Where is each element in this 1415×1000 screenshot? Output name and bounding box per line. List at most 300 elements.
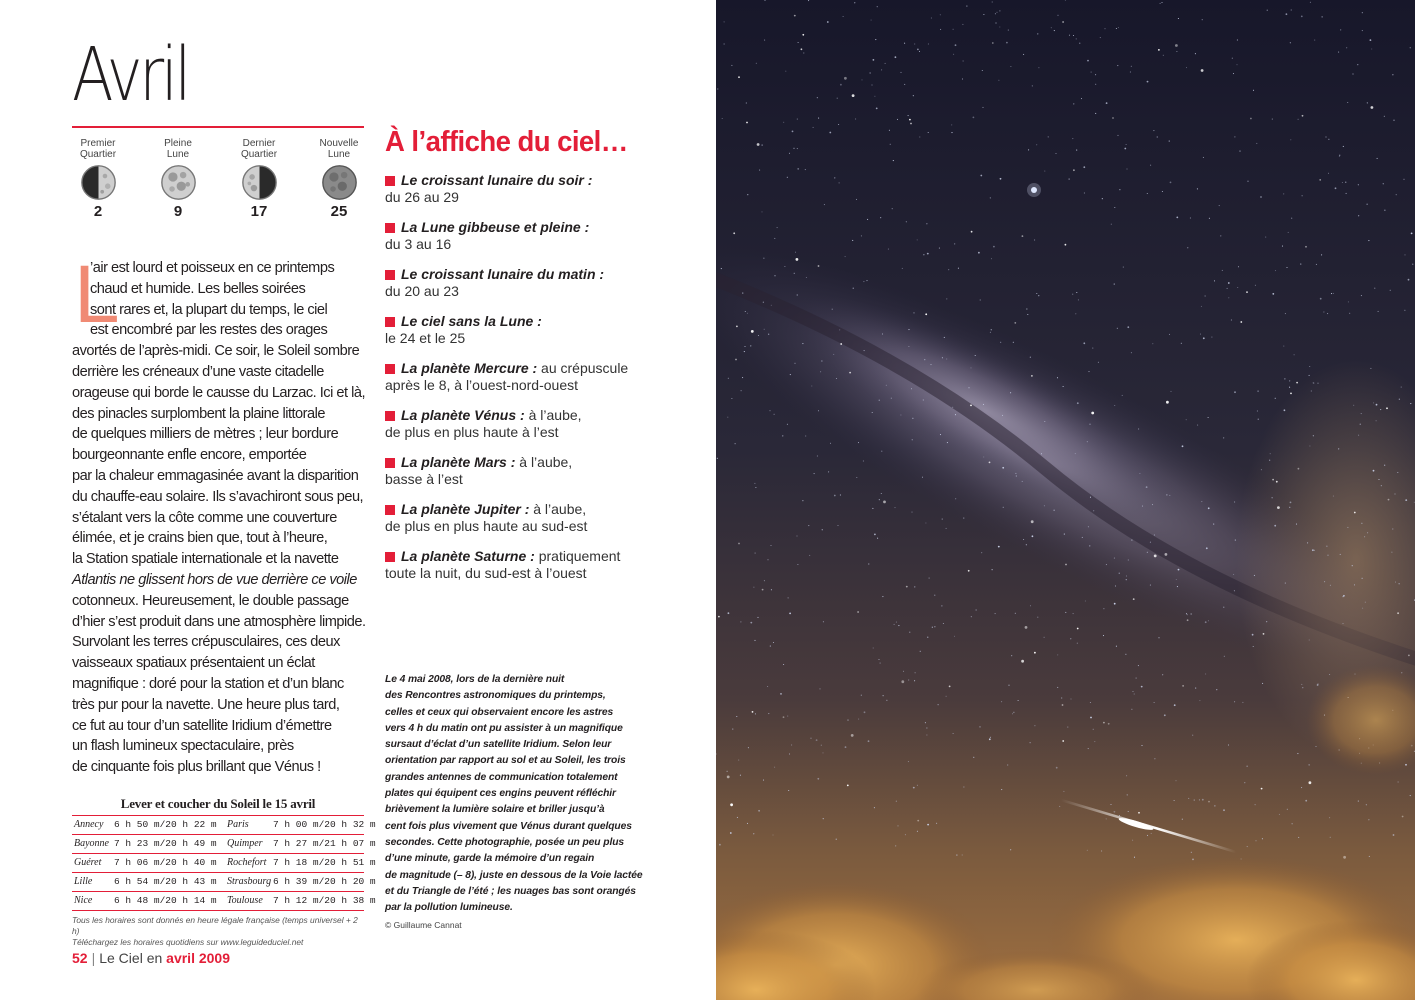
star xyxy=(941,605,942,606)
star xyxy=(1082,537,1083,538)
star xyxy=(764,329,765,330)
star xyxy=(998,80,999,81)
star xyxy=(881,69,882,70)
star xyxy=(900,414,901,415)
star xyxy=(1326,546,1327,547)
star xyxy=(1335,187,1337,189)
star xyxy=(814,473,815,474)
star xyxy=(1007,764,1008,765)
star xyxy=(948,269,949,270)
star xyxy=(1242,702,1243,703)
star xyxy=(1367,204,1368,205)
star xyxy=(919,51,920,52)
star xyxy=(924,359,925,360)
star xyxy=(1252,634,1254,636)
times: 7 h 00 m/20 h 32 m xyxy=(273,819,376,830)
star xyxy=(1250,118,1252,120)
red-square-bullet xyxy=(385,223,395,233)
list-item xyxy=(385,548,685,582)
star xyxy=(1115,585,1116,586)
star xyxy=(1381,485,1382,486)
event-detail: au crépuscule xyxy=(541,360,629,376)
star xyxy=(1330,585,1331,586)
star xyxy=(917,239,918,240)
star xyxy=(1253,90,1254,91)
star xyxy=(1302,115,1304,117)
star xyxy=(855,118,856,119)
list-item xyxy=(385,313,685,347)
star xyxy=(871,84,872,85)
star xyxy=(1139,473,1140,474)
star xyxy=(782,435,783,436)
star xyxy=(879,499,880,500)
star xyxy=(909,632,910,633)
star xyxy=(912,439,913,440)
star xyxy=(1187,619,1189,621)
star xyxy=(1323,311,1324,312)
star xyxy=(802,34,804,36)
body-line: Atlantis ne glissent hors de vue derrière ce voile xyxy=(72,571,357,588)
moon-phase-first-quarter xyxy=(63,138,133,220)
star xyxy=(1130,71,1131,72)
body-line: du chauffe-eau solaire. Ils s’avachiront sous peu, xyxy=(72,488,364,505)
star xyxy=(926,727,927,728)
star xyxy=(1368,819,1369,820)
star xyxy=(1331,293,1332,294)
caption-line: celles et ceux qui observaient encore les astres xyxy=(385,706,614,718)
times: 7 h 18 m/20 h 51 m xyxy=(273,857,376,868)
star xyxy=(770,545,771,546)
event-line2: du 26 au 29 xyxy=(385,189,459,205)
star xyxy=(798,42,799,43)
star xyxy=(1093,510,1094,511)
star xyxy=(1030,357,1031,358)
star xyxy=(875,39,876,40)
star xyxy=(1044,171,1045,172)
star xyxy=(1106,102,1108,104)
star xyxy=(1232,58,1233,59)
star xyxy=(1309,366,1310,367)
star xyxy=(1408,279,1410,281)
star xyxy=(1357,64,1358,65)
star xyxy=(797,148,798,149)
star xyxy=(1270,453,1271,454)
article-body xyxy=(72,258,364,778)
star xyxy=(1327,555,1328,556)
city: Bayonne xyxy=(74,838,109,849)
star xyxy=(908,679,909,680)
star xyxy=(1256,143,1257,144)
star xyxy=(747,194,748,195)
star xyxy=(1312,549,1314,551)
event-title: La planète Saturne : xyxy=(401,548,535,564)
star xyxy=(1158,49,1160,51)
star xyxy=(1296,524,1297,525)
star xyxy=(992,42,994,44)
star xyxy=(821,360,822,361)
event-title: Le croissant lunaire du soir : xyxy=(401,172,593,188)
star xyxy=(762,589,764,591)
star xyxy=(896,622,897,623)
star xyxy=(1165,553,1168,556)
star xyxy=(777,227,778,228)
phase-date: 9 xyxy=(173,203,183,220)
red-square-bullet xyxy=(385,458,395,468)
star xyxy=(1410,795,1411,796)
star xyxy=(717,88,718,89)
star xyxy=(1223,437,1224,438)
caption-line: secondes. Cette photographie, posée un peu plus xyxy=(385,836,625,848)
star xyxy=(1088,371,1089,372)
star xyxy=(1386,407,1388,409)
star xyxy=(1190,613,1192,615)
star xyxy=(834,177,835,178)
star xyxy=(913,787,915,789)
event-line2: de plus en plus haute au sud-est xyxy=(385,518,588,534)
footer-separator: | xyxy=(91,950,96,966)
star xyxy=(1077,643,1078,644)
event-title: Le ciel sans la Lune : xyxy=(401,313,542,329)
star xyxy=(876,108,878,110)
star xyxy=(1338,448,1339,449)
star xyxy=(1399,583,1400,584)
star xyxy=(1366,804,1367,805)
star xyxy=(746,122,748,124)
phase-label-line: Lune xyxy=(166,149,190,160)
star xyxy=(1208,801,1210,803)
star xyxy=(1166,401,1169,404)
star xyxy=(840,343,842,345)
star xyxy=(818,118,819,119)
star xyxy=(1202,799,1204,801)
star xyxy=(906,221,907,222)
star xyxy=(953,54,954,55)
star xyxy=(955,44,957,46)
star xyxy=(1001,701,1002,702)
star xyxy=(1127,794,1128,795)
star xyxy=(1073,35,1074,36)
star xyxy=(1176,51,1177,52)
star xyxy=(753,587,754,588)
star xyxy=(1301,787,1302,788)
event-title: La planète Jupiter : xyxy=(401,501,530,517)
star xyxy=(1170,182,1172,184)
star xyxy=(1347,102,1348,103)
star xyxy=(797,294,798,295)
star xyxy=(1222,270,1223,271)
star xyxy=(1298,468,1300,470)
sky-heading: À l’affiche du ciel… xyxy=(385,126,628,158)
star xyxy=(1330,837,1331,838)
star xyxy=(780,693,782,695)
star xyxy=(963,518,964,519)
star xyxy=(1362,30,1363,31)
star xyxy=(745,311,746,312)
star xyxy=(1128,811,1129,812)
star xyxy=(1353,405,1354,406)
star xyxy=(774,275,775,276)
list-item xyxy=(385,407,685,441)
star xyxy=(801,48,803,50)
star xyxy=(958,268,959,269)
star xyxy=(817,455,818,456)
star xyxy=(1126,579,1127,580)
star xyxy=(1327,313,1328,314)
star xyxy=(747,313,748,314)
star xyxy=(908,761,909,762)
star xyxy=(819,688,820,689)
star xyxy=(1317,383,1318,384)
star xyxy=(1091,72,1092,73)
star xyxy=(769,410,770,411)
star xyxy=(1361,295,1362,296)
star xyxy=(1023,539,1024,540)
star xyxy=(1388,499,1390,501)
star xyxy=(990,737,991,738)
star xyxy=(789,613,791,615)
star xyxy=(877,6,878,7)
star xyxy=(883,501,886,504)
star xyxy=(1234,590,1235,591)
star xyxy=(1070,638,1071,639)
star xyxy=(851,734,854,737)
star xyxy=(742,377,743,378)
star xyxy=(747,823,748,824)
star xyxy=(827,21,829,23)
star xyxy=(1190,217,1191,218)
star xyxy=(1169,141,1170,142)
star xyxy=(1410,47,1411,48)
star xyxy=(840,494,841,495)
body-line: vaisseaux spatiaux présentaient un éclat xyxy=(72,655,315,672)
star xyxy=(861,235,862,236)
star xyxy=(1077,402,1079,404)
star xyxy=(1228,297,1229,298)
star xyxy=(755,553,756,554)
star xyxy=(1239,151,1240,152)
event-line2: de plus en plus haute à l’est xyxy=(385,424,559,440)
star xyxy=(936,823,937,824)
star xyxy=(1258,419,1259,420)
star xyxy=(1085,600,1086,601)
star xyxy=(727,771,728,772)
star xyxy=(1383,183,1384,184)
star xyxy=(1176,217,1178,219)
star xyxy=(1287,809,1288,810)
star xyxy=(956,855,957,856)
star xyxy=(1384,465,1385,466)
star xyxy=(939,248,940,249)
star xyxy=(1255,840,1256,841)
star xyxy=(724,43,725,44)
star xyxy=(1187,614,1188,615)
star xyxy=(752,711,754,713)
city: Quimper xyxy=(227,838,263,849)
star xyxy=(1231,319,1232,320)
star xyxy=(901,680,904,683)
star xyxy=(1117,135,1118,136)
star xyxy=(970,405,972,407)
star xyxy=(1194,800,1195,801)
star xyxy=(910,123,912,125)
star xyxy=(1329,817,1330,818)
star xyxy=(795,252,796,253)
star xyxy=(736,326,738,328)
star xyxy=(759,170,760,171)
star xyxy=(1122,395,1123,396)
star xyxy=(768,334,769,335)
times: 7 h 12 m/20 h 38 m xyxy=(273,895,376,906)
star xyxy=(1247,766,1248,767)
star xyxy=(1216,689,1217,690)
star xyxy=(813,127,814,128)
star xyxy=(1069,35,1070,36)
star xyxy=(1214,280,1215,281)
star xyxy=(1034,239,1035,240)
page-footer xyxy=(72,950,230,966)
star xyxy=(1116,28,1117,29)
star xyxy=(861,79,862,80)
red-square-bullet xyxy=(385,364,395,374)
star xyxy=(1027,314,1028,315)
star xyxy=(1408,655,1410,657)
star xyxy=(839,329,840,330)
star xyxy=(1285,313,1286,314)
star xyxy=(830,443,831,444)
star xyxy=(1064,534,1065,535)
star xyxy=(727,417,728,418)
star xyxy=(1224,656,1225,657)
star xyxy=(1263,633,1265,635)
star xyxy=(758,335,759,336)
star xyxy=(980,175,982,177)
caption-line: des Rencontres astronomiques du printemps, xyxy=(385,690,606,702)
star xyxy=(911,388,912,389)
event-line2: toute la nuit, du sud-est à l’ouest xyxy=(385,565,587,581)
star xyxy=(951,132,952,133)
star xyxy=(1393,834,1395,836)
phase-label xyxy=(63,138,133,160)
star xyxy=(962,78,963,79)
star xyxy=(971,231,973,233)
star xyxy=(911,512,912,513)
star xyxy=(864,711,866,713)
star xyxy=(1384,210,1385,211)
body-line: Survolant les terres crépusculaires, ces deux xyxy=(72,634,340,651)
star xyxy=(733,232,735,234)
event-line2: du 3 au 16 xyxy=(385,236,452,252)
star xyxy=(866,280,867,281)
star xyxy=(787,177,788,178)
star xyxy=(1206,547,1208,549)
star xyxy=(926,223,927,224)
star xyxy=(823,621,824,622)
star xyxy=(1365,602,1366,603)
star xyxy=(1203,157,1204,158)
star xyxy=(883,695,884,696)
star xyxy=(820,371,821,372)
star xyxy=(772,834,773,835)
star xyxy=(1352,73,1353,74)
star xyxy=(736,716,737,717)
star xyxy=(928,43,929,44)
star xyxy=(1289,387,1290,388)
star xyxy=(1034,652,1036,654)
star xyxy=(740,775,741,776)
star xyxy=(1087,60,1089,62)
star xyxy=(1187,247,1188,248)
star xyxy=(1044,637,1045,638)
star xyxy=(1036,144,1037,145)
star xyxy=(895,56,897,58)
star xyxy=(1182,445,1184,447)
star xyxy=(975,355,976,356)
star xyxy=(1095,74,1096,75)
star xyxy=(764,580,765,581)
star xyxy=(897,825,898,826)
photo-credit: © Guillaume Cannat xyxy=(385,920,462,930)
star xyxy=(1208,507,1210,509)
star xyxy=(894,624,895,625)
star xyxy=(1081,98,1082,99)
sunrise-sunset-table xyxy=(72,796,376,948)
star xyxy=(1030,742,1031,743)
star xyxy=(1266,621,1267,622)
star xyxy=(1220,235,1221,236)
star xyxy=(1321,254,1322,255)
body-line: élimée, et je crains bien que, tout à l’heure, xyxy=(72,530,328,547)
star xyxy=(1257,390,1259,392)
caption-line: sursaut d’éclat d’un satellite Iridium. Selon leur xyxy=(385,739,612,751)
star xyxy=(829,132,831,134)
star xyxy=(1133,598,1135,600)
star xyxy=(1147,193,1148,194)
star xyxy=(833,354,834,355)
star xyxy=(1347,527,1348,528)
star xyxy=(1346,47,1347,48)
star xyxy=(1057,687,1058,688)
star xyxy=(1313,435,1314,436)
star xyxy=(1234,501,1235,502)
star xyxy=(1126,144,1127,145)
star xyxy=(1162,674,1163,675)
star xyxy=(784,266,785,267)
star xyxy=(1150,585,1151,586)
star xyxy=(873,59,875,61)
star xyxy=(1048,136,1049,137)
star xyxy=(917,49,919,51)
star xyxy=(982,70,983,71)
star xyxy=(963,60,964,61)
star xyxy=(1290,502,1292,504)
star xyxy=(940,29,941,30)
star xyxy=(763,302,764,303)
star xyxy=(1223,607,1224,608)
star xyxy=(917,820,919,822)
star xyxy=(1142,506,1143,507)
star xyxy=(919,136,920,137)
star xyxy=(1205,295,1206,296)
star xyxy=(1154,758,1155,759)
star xyxy=(881,493,882,494)
star xyxy=(908,346,909,347)
star xyxy=(1117,65,1118,66)
star xyxy=(878,659,879,660)
phase-label xyxy=(143,138,213,160)
star xyxy=(810,738,811,739)
star xyxy=(999,10,1000,11)
star xyxy=(1174,704,1176,706)
